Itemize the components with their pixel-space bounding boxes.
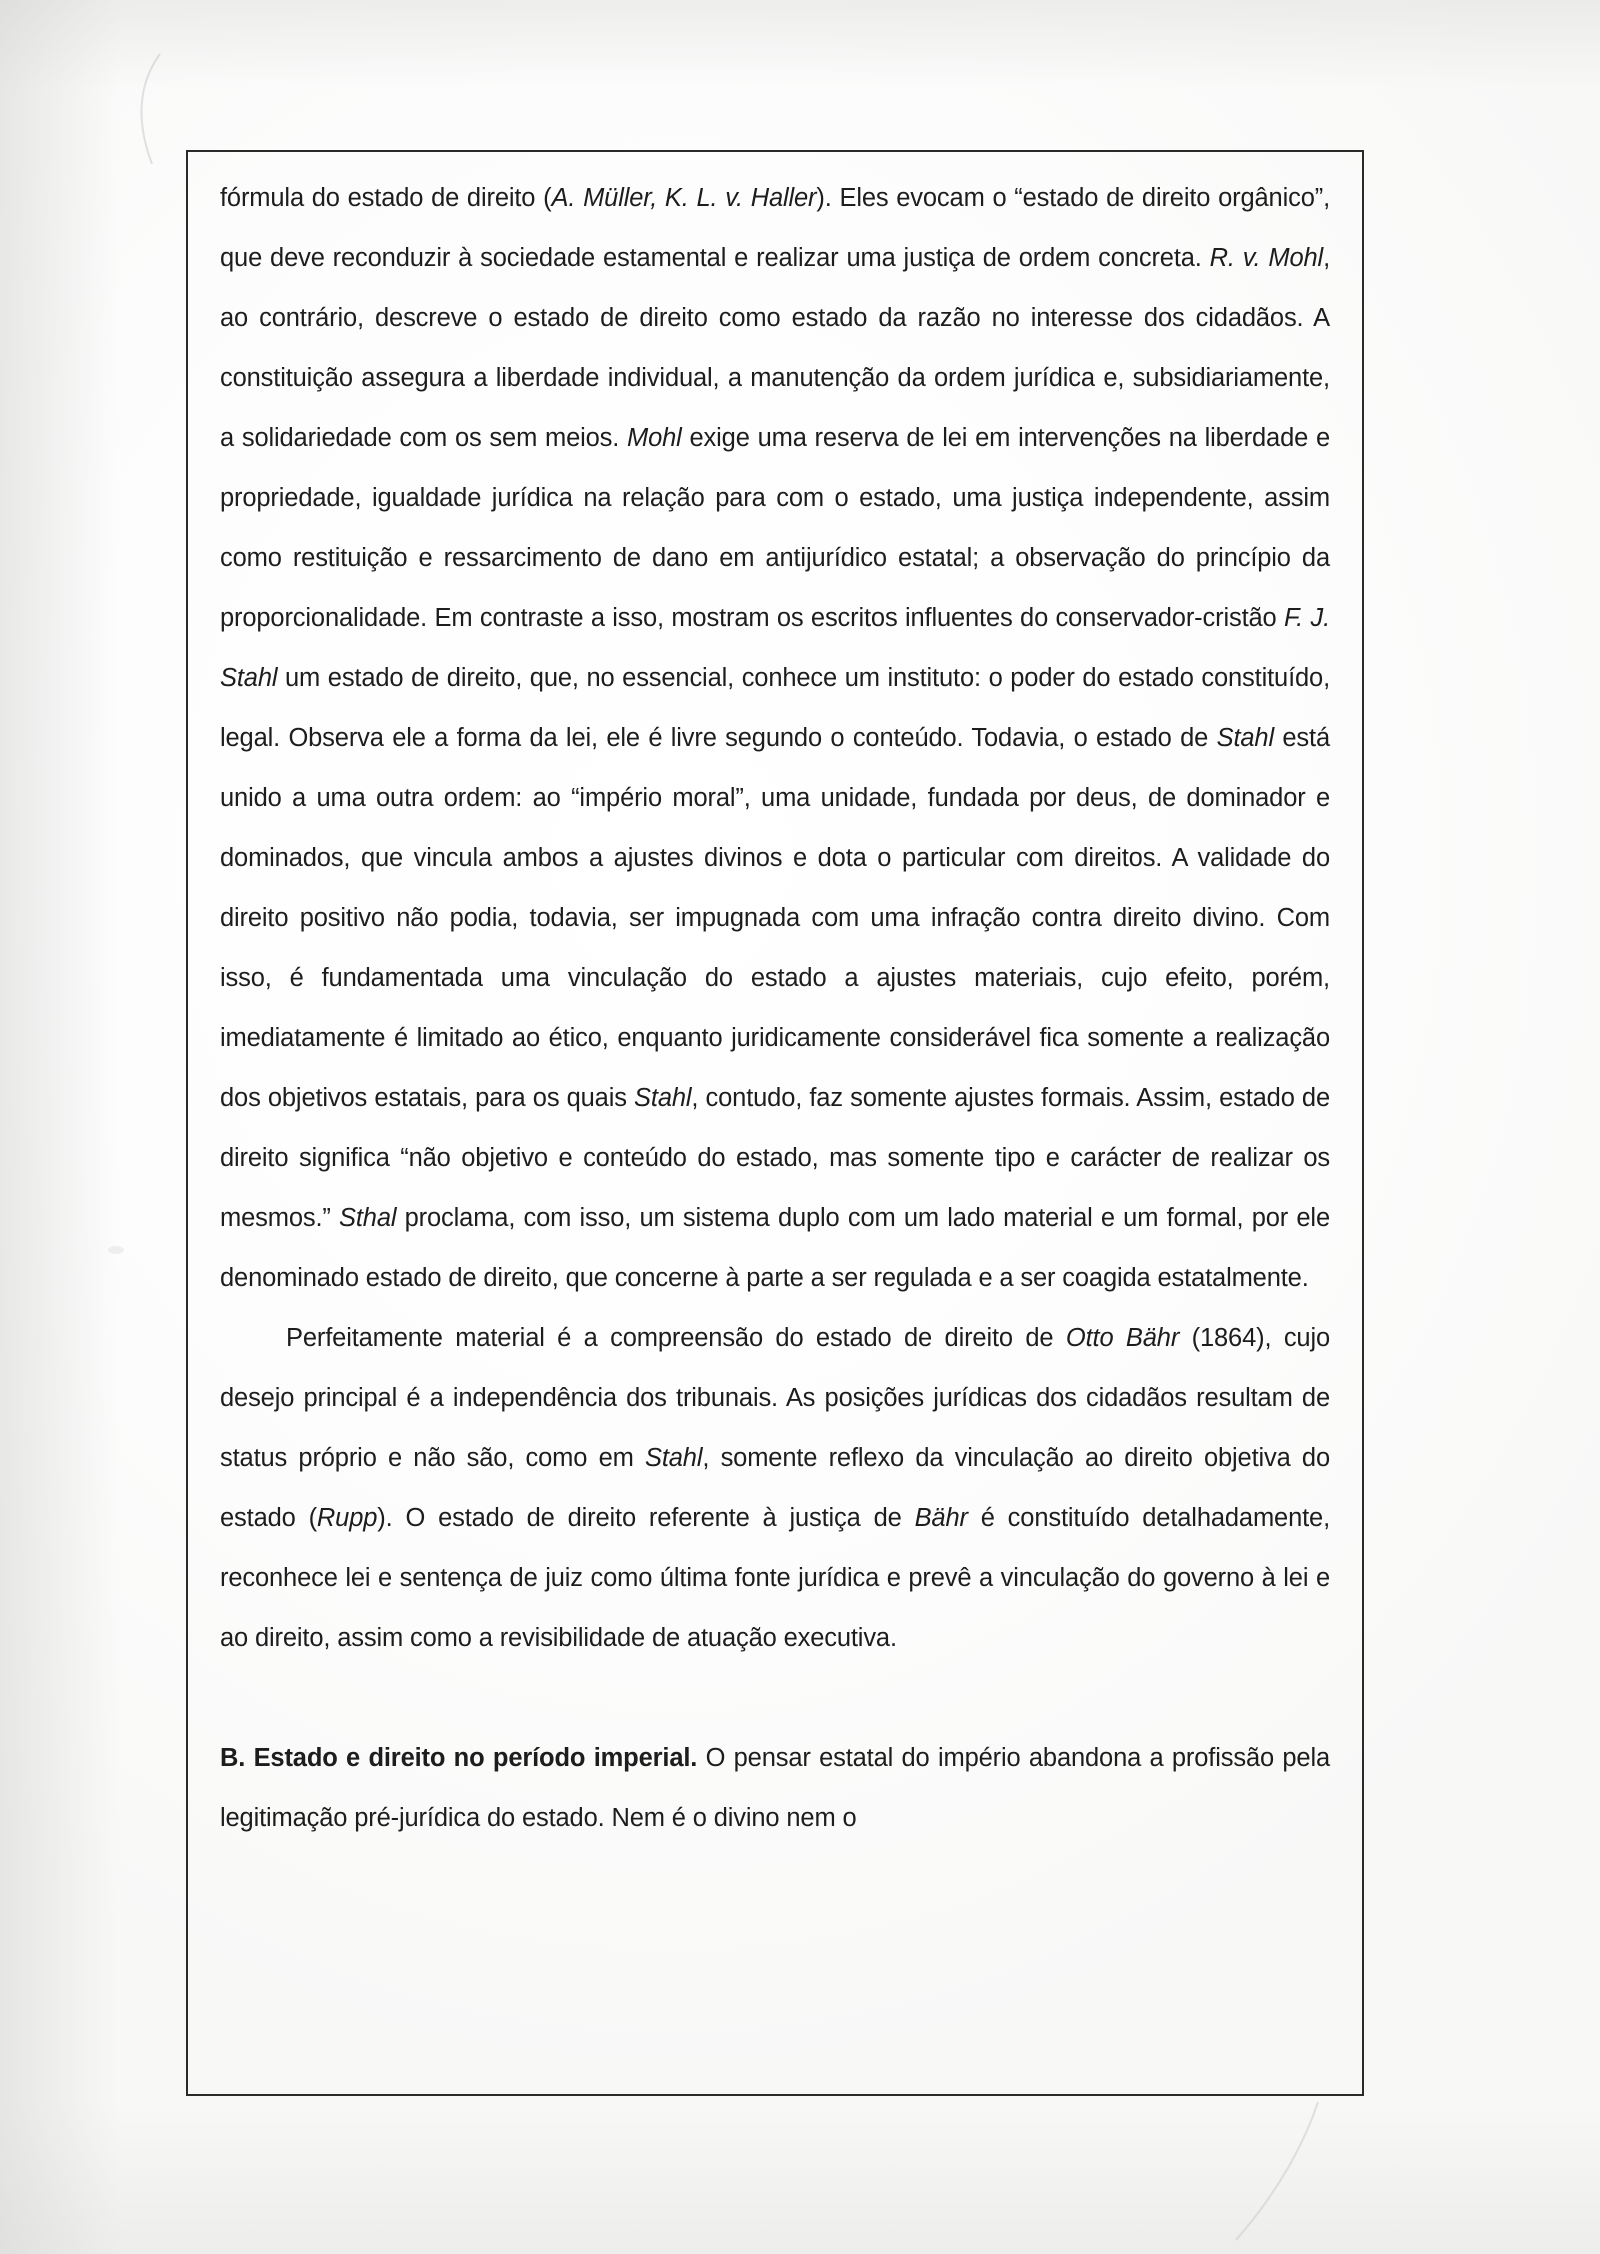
text-run: Perfeitamente material é a compreensão do estado de direito de (286, 1324, 1066, 1352)
text-run: , ao contrário, descreve o estado de direito como estado da razão no interesse dos cidadãos. A constituição assegura a liberdade individual, a manutenção da ordem jurídica e, subsidiariamente, a solidariedade com os sem meios. (220, 244, 1330, 452)
cited-name-italic: A. Müller, K. L. v. Haller (551, 184, 817, 212)
cited-name-italic: Rupp (316, 1504, 378, 1532)
text-run: (1864), cujo desejo principal é a independência dos tribunais. As posições jurídicas dos cidadãos resultam de status próprio e não são, como em (220, 1324, 1330, 1472)
cited-name-italic: Sthal (339, 1204, 397, 1232)
para-otto-baehr (220, 1308, 1330, 1668)
text-run: um estado de direito, que, no essencial, conhece um instituto: o poder do estado constituído, legal. Observa ele a forma da lei, ele é livre segundo o conteúdo. Todavia, o estado de (220, 664, 1330, 752)
text-run: , somente reflexo da vinculação ao direito objetiva do estado ( (220, 1444, 1330, 1532)
text-run: O pensar estatal do império abandona a profissão pela legitimação pré-jurídica do estado. Nem é o divino nem o (220, 1744, 1330, 1832)
cited-name-italic: Mohl (627, 424, 682, 452)
para-blank-spacer (220, 1668, 1330, 1728)
text-run: exige uma reserva de lei em intervenções na liberdade e propriedade, igualdade jurídica na relação para com o estado, uma justiça independente, assim como restituição e ressarcimento de dano em antijurídico estatal; a observação do princípio da proporcionalidade. Em contraste a isso, mostram os escritos influentes do conservador-cristão (220, 424, 1331, 632)
cited-name-italic: Otto Bähr (1065, 1324, 1180, 1352)
text-run: , contudo, faz somente ajustes formais. Assim, estado de direito significa “não objetivo e conteúdo do estado, mas somente tipo e carácter de realizar os mesmos.” (220, 1084, 1330, 1232)
section-heading-bold: B. Estado e direito no período imperial. (220, 1744, 698, 1772)
text-run: está unido a uma outra ordem: ao “império moral”, uma unidade, fundada por deus, de dominador e dominados, que vincula ambos a ajustes divinos e dota o particular com direitos. A validade do direito positivo não podia, todavia, ser impugnada com uma infração contra direito divino. Com isso, é fundamentada uma vinculação do estado a ajustes materiais, cujo efeito, porém, imediatamente é limitado ao ético, enquanto juridicamente considerável fica somente a realização dos objetivos estatais, para os quais (220, 724, 1330, 1112)
text-run: ). O estado de direito referente à justiça de (377, 1504, 915, 1532)
cited-name-italic: F. J. Stahl (220, 604, 1330, 692)
cited-name-italic: R. v. Mohl (1209, 244, 1324, 272)
document-body-text (196, 158, 1354, 1848)
text-run: proclama, com isso, um sistema duplo com um lado material e um formal, por ele denominado estado de direito, que concerne à parte a ser regulada e a ser coagida estatalmente. (220, 1204, 1330, 1292)
cited-name-italic: Bähr (914, 1504, 968, 1532)
para-rechtsstaat-formula (220, 168, 1330, 1308)
cited-name-italic: Stahl (634, 1084, 692, 1112)
text-run: ). Eles evocam o “estado de direito orgânico”, que deve reconduzir à sociedade estamental e realizar uma justiça de ordem concreta. (220, 184, 1331, 272)
cited-name-italic: Stahl (644, 1444, 703, 1472)
cited-name-italic: Stahl (1216, 724, 1274, 752)
text-run: é constituído detalhadamente, reconhece lei e sentença de juiz como última fonte jurídica e prevê a vinculação do governo à lei e ao direito, assim como a revisibilidade de atuação executiva. (220, 1504, 1330, 1652)
para-section-b-imperial (220, 1728, 1330, 1848)
text-run: fórmula do estado de direito ( (220, 184, 552, 212)
